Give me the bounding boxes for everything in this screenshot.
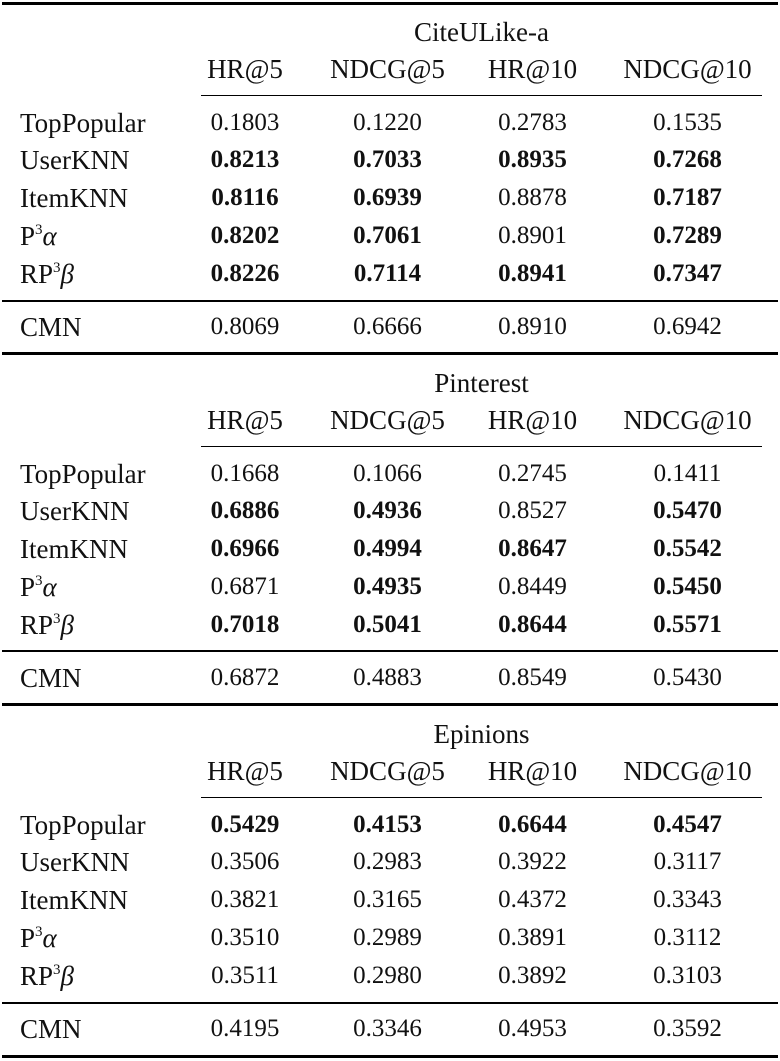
method-name xyxy=(20,106,146,140)
metric-value: 0.3511 xyxy=(211,962,279,989)
column-header: HR@10 xyxy=(487,54,578,84)
metric-value: 0.4153 xyxy=(353,811,422,838)
method-greek-symbol: β xyxy=(60,259,74,289)
metric-value: 0.4547 xyxy=(653,811,722,838)
metric-value: 0.3891 xyxy=(498,924,567,951)
table-row xyxy=(0,883,780,917)
metric-value: 0.6666 xyxy=(353,313,422,340)
metric-value: 0.1668 xyxy=(210,460,280,487)
metric-value: 0.4883 xyxy=(353,664,422,691)
metric-value: 0.3922 xyxy=(498,848,567,875)
metric-value: 0.8910 xyxy=(498,313,567,340)
dataset-title: CiteULike-a xyxy=(414,17,549,47)
bottom-rule xyxy=(2,1055,778,1058)
table-row xyxy=(0,959,780,993)
metric-value: 0.1220 xyxy=(353,109,422,136)
method-name xyxy=(20,959,74,993)
metric-value: 0.6966 xyxy=(210,535,280,562)
metric-value: 0.6644 xyxy=(498,811,567,838)
metric-value: 0.8878 xyxy=(498,184,567,211)
metric-value: 0.3346 xyxy=(353,1015,422,1042)
metric-value: 0.7347 xyxy=(653,260,722,287)
metric-value: 0.8226 xyxy=(210,260,280,287)
column-header: HR@5 xyxy=(207,54,283,84)
section-rule xyxy=(2,352,778,355)
metric-value: 0.6886 xyxy=(210,497,280,524)
metric-value: 0.4936 xyxy=(353,497,422,524)
metric-value: 0.7061 xyxy=(353,222,422,249)
metric-value: 0.3117 xyxy=(653,848,722,875)
column-header-row xyxy=(0,52,780,86)
section-rule xyxy=(2,703,778,706)
metric-value: 0.3343 xyxy=(653,886,722,913)
method-base: UserKNN xyxy=(20,847,130,877)
method-name xyxy=(20,845,129,879)
header-cmidrule xyxy=(201,95,762,96)
metric-value: 0.8549 xyxy=(498,664,567,691)
column-header-row xyxy=(0,403,780,437)
metric-value: 0.1411 xyxy=(653,460,722,487)
metric-value: 0.2745 xyxy=(498,460,567,487)
metric-value: 0.7289 xyxy=(653,222,722,249)
metric-value: 0.4372 xyxy=(498,886,567,913)
method-name xyxy=(20,532,128,566)
column-header: HR@10 xyxy=(487,756,578,786)
metric-value: 0.3892 xyxy=(498,962,567,989)
column-header: NDCG@5 xyxy=(330,756,445,786)
metric-value: 0.7268 xyxy=(653,146,722,173)
method-name xyxy=(20,883,128,917)
method-base: UserKNN xyxy=(20,145,130,175)
metric-value: 0.8647 xyxy=(498,535,567,562)
cmn-row xyxy=(0,310,780,344)
method-name xyxy=(20,570,57,604)
metric-value: 0.8901 xyxy=(498,222,567,249)
table-row xyxy=(0,845,780,879)
method-base: ItemKNN xyxy=(20,534,128,564)
metric-value: 0.5429 xyxy=(210,811,280,838)
table-row xyxy=(0,219,780,253)
column-header: HR@5 xyxy=(207,756,283,786)
method-name xyxy=(20,457,146,491)
metric-value: 0.1803 xyxy=(210,109,280,136)
method-greek-symbol: α xyxy=(42,572,57,602)
metric-value: 0.4994 xyxy=(353,535,422,562)
metric-value: 0.7018 xyxy=(210,611,280,638)
metric-value: 0.5571 xyxy=(653,611,722,638)
method-base: RP xyxy=(20,259,54,289)
table-row xyxy=(0,608,780,642)
cmn-row xyxy=(0,661,780,695)
method-base: TopPopular xyxy=(20,459,146,489)
method-name: CMN xyxy=(20,1014,82,1044)
method-name xyxy=(20,921,57,955)
metric-value: 0.3592 xyxy=(653,1015,722,1042)
method-greek-symbol: β xyxy=(60,961,74,991)
cmn-midrule xyxy=(2,300,778,302)
metric-value: 0.2983 xyxy=(353,848,422,875)
table-row xyxy=(0,808,780,842)
metric-value: 0.8941 xyxy=(498,260,567,287)
table-row xyxy=(0,106,780,140)
cmn-midrule xyxy=(2,1002,778,1004)
metric-value: 0.1066 xyxy=(353,460,422,487)
metric-value: 0.2989 xyxy=(353,924,422,951)
method-base: TopPopular xyxy=(20,108,146,138)
method-name xyxy=(20,257,74,291)
method-name: CMN xyxy=(20,663,82,693)
method-greek-symbol: β xyxy=(60,610,74,640)
method-name xyxy=(20,494,129,528)
method-superscript: 3 xyxy=(35,924,43,940)
method-greek-symbol: α xyxy=(42,221,57,251)
cmn-midrule xyxy=(2,650,778,652)
metric-value: 0.5470 xyxy=(653,497,722,524)
method-base: RP xyxy=(20,610,54,640)
column-header: NDCG@10 xyxy=(623,756,752,786)
column-header: NDCG@5 xyxy=(330,405,445,435)
metric-value: 0.7114 xyxy=(353,260,422,287)
column-header-row xyxy=(0,754,780,788)
metric-value: 0.8116 xyxy=(211,184,279,211)
metric-value: 0.5542 xyxy=(653,535,722,562)
dataset-title: Epinions xyxy=(433,719,530,749)
method-superscript: 3 xyxy=(35,222,43,238)
metric-value: 0.8202 xyxy=(210,222,280,249)
method-base: P xyxy=(20,221,36,251)
column-header: NDCG@10 xyxy=(623,405,752,435)
method-name xyxy=(20,219,57,253)
method-base: UserKNN xyxy=(20,496,130,526)
top-rule xyxy=(2,2,778,5)
metric-value: 0.3165 xyxy=(353,886,422,913)
metric-value: 0.6871 xyxy=(210,573,280,600)
method-name xyxy=(20,181,128,215)
method-base: ItemKNN xyxy=(20,885,128,915)
table-row xyxy=(0,532,780,566)
table-row xyxy=(0,570,780,604)
method-name xyxy=(20,808,146,842)
metric-value: 0.8644 xyxy=(498,611,567,638)
method-base: P xyxy=(20,923,36,953)
metric-value: 0.5041 xyxy=(353,611,422,638)
header-cmidrule xyxy=(201,797,762,798)
metric-value: 0.6939 xyxy=(353,184,422,211)
method-base: P xyxy=(20,572,36,602)
column-header: HR@10 xyxy=(487,405,578,435)
method-superscript: 3 xyxy=(53,611,61,627)
method-base: ItemKNN xyxy=(20,183,128,213)
table-row xyxy=(0,921,780,955)
metric-value: 0.8527 xyxy=(498,497,567,524)
metric-value: 0.2783 xyxy=(498,109,567,136)
metric-value: 0.4953 xyxy=(498,1015,567,1042)
metric-value: 0.5430 xyxy=(653,664,722,691)
metric-value: 0.3510 xyxy=(210,924,280,951)
metric-value: 0.7033 xyxy=(353,146,422,173)
metric-value: 0.3506 xyxy=(210,848,280,875)
metric-value: 0.8069 xyxy=(210,313,280,340)
table-row xyxy=(0,494,780,528)
metric-value: 0.5450 xyxy=(653,573,722,600)
metric-value: 0.2980 xyxy=(353,962,422,989)
table-row xyxy=(0,457,780,491)
dataset-title: Pinterest xyxy=(434,368,529,398)
metric-value: 0.3821 xyxy=(210,886,280,913)
metric-value: 0.3112 xyxy=(653,924,722,951)
method-greek-symbol: α xyxy=(42,923,57,953)
method-base: RP xyxy=(20,961,54,991)
column-header: HR@5 xyxy=(207,405,283,435)
metric-value: 0.8213 xyxy=(210,146,280,173)
column-header: NDCG@10 xyxy=(623,54,752,84)
metric-value: 0.6872 xyxy=(210,664,280,691)
method-superscript: 3 xyxy=(35,573,43,589)
metric-value: 0.6942 xyxy=(653,313,722,340)
metric-value: 0.4195 xyxy=(210,1015,280,1042)
method-name xyxy=(20,608,74,642)
metric-value: 0.8935 xyxy=(498,146,567,173)
column-header: NDCG@5 xyxy=(330,54,445,84)
metric-value: 0.7187 xyxy=(653,184,722,211)
method-name xyxy=(20,143,129,177)
metric-value: 0.1535 xyxy=(653,109,722,136)
table-row xyxy=(0,181,780,215)
method-superscript: 3 xyxy=(53,962,61,978)
method-superscript: 3 xyxy=(53,260,61,276)
header-cmidrule xyxy=(201,446,762,447)
table-row xyxy=(0,257,780,291)
table-row xyxy=(0,143,780,177)
metric-value: 0.4935 xyxy=(353,573,422,600)
cmn-row xyxy=(0,1012,780,1046)
metric-value: 0.3103 xyxy=(653,962,722,989)
method-base: TopPopular xyxy=(20,810,146,840)
method-name: CMN xyxy=(20,312,82,342)
metric-value: 0.8449 xyxy=(498,573,567,600)
